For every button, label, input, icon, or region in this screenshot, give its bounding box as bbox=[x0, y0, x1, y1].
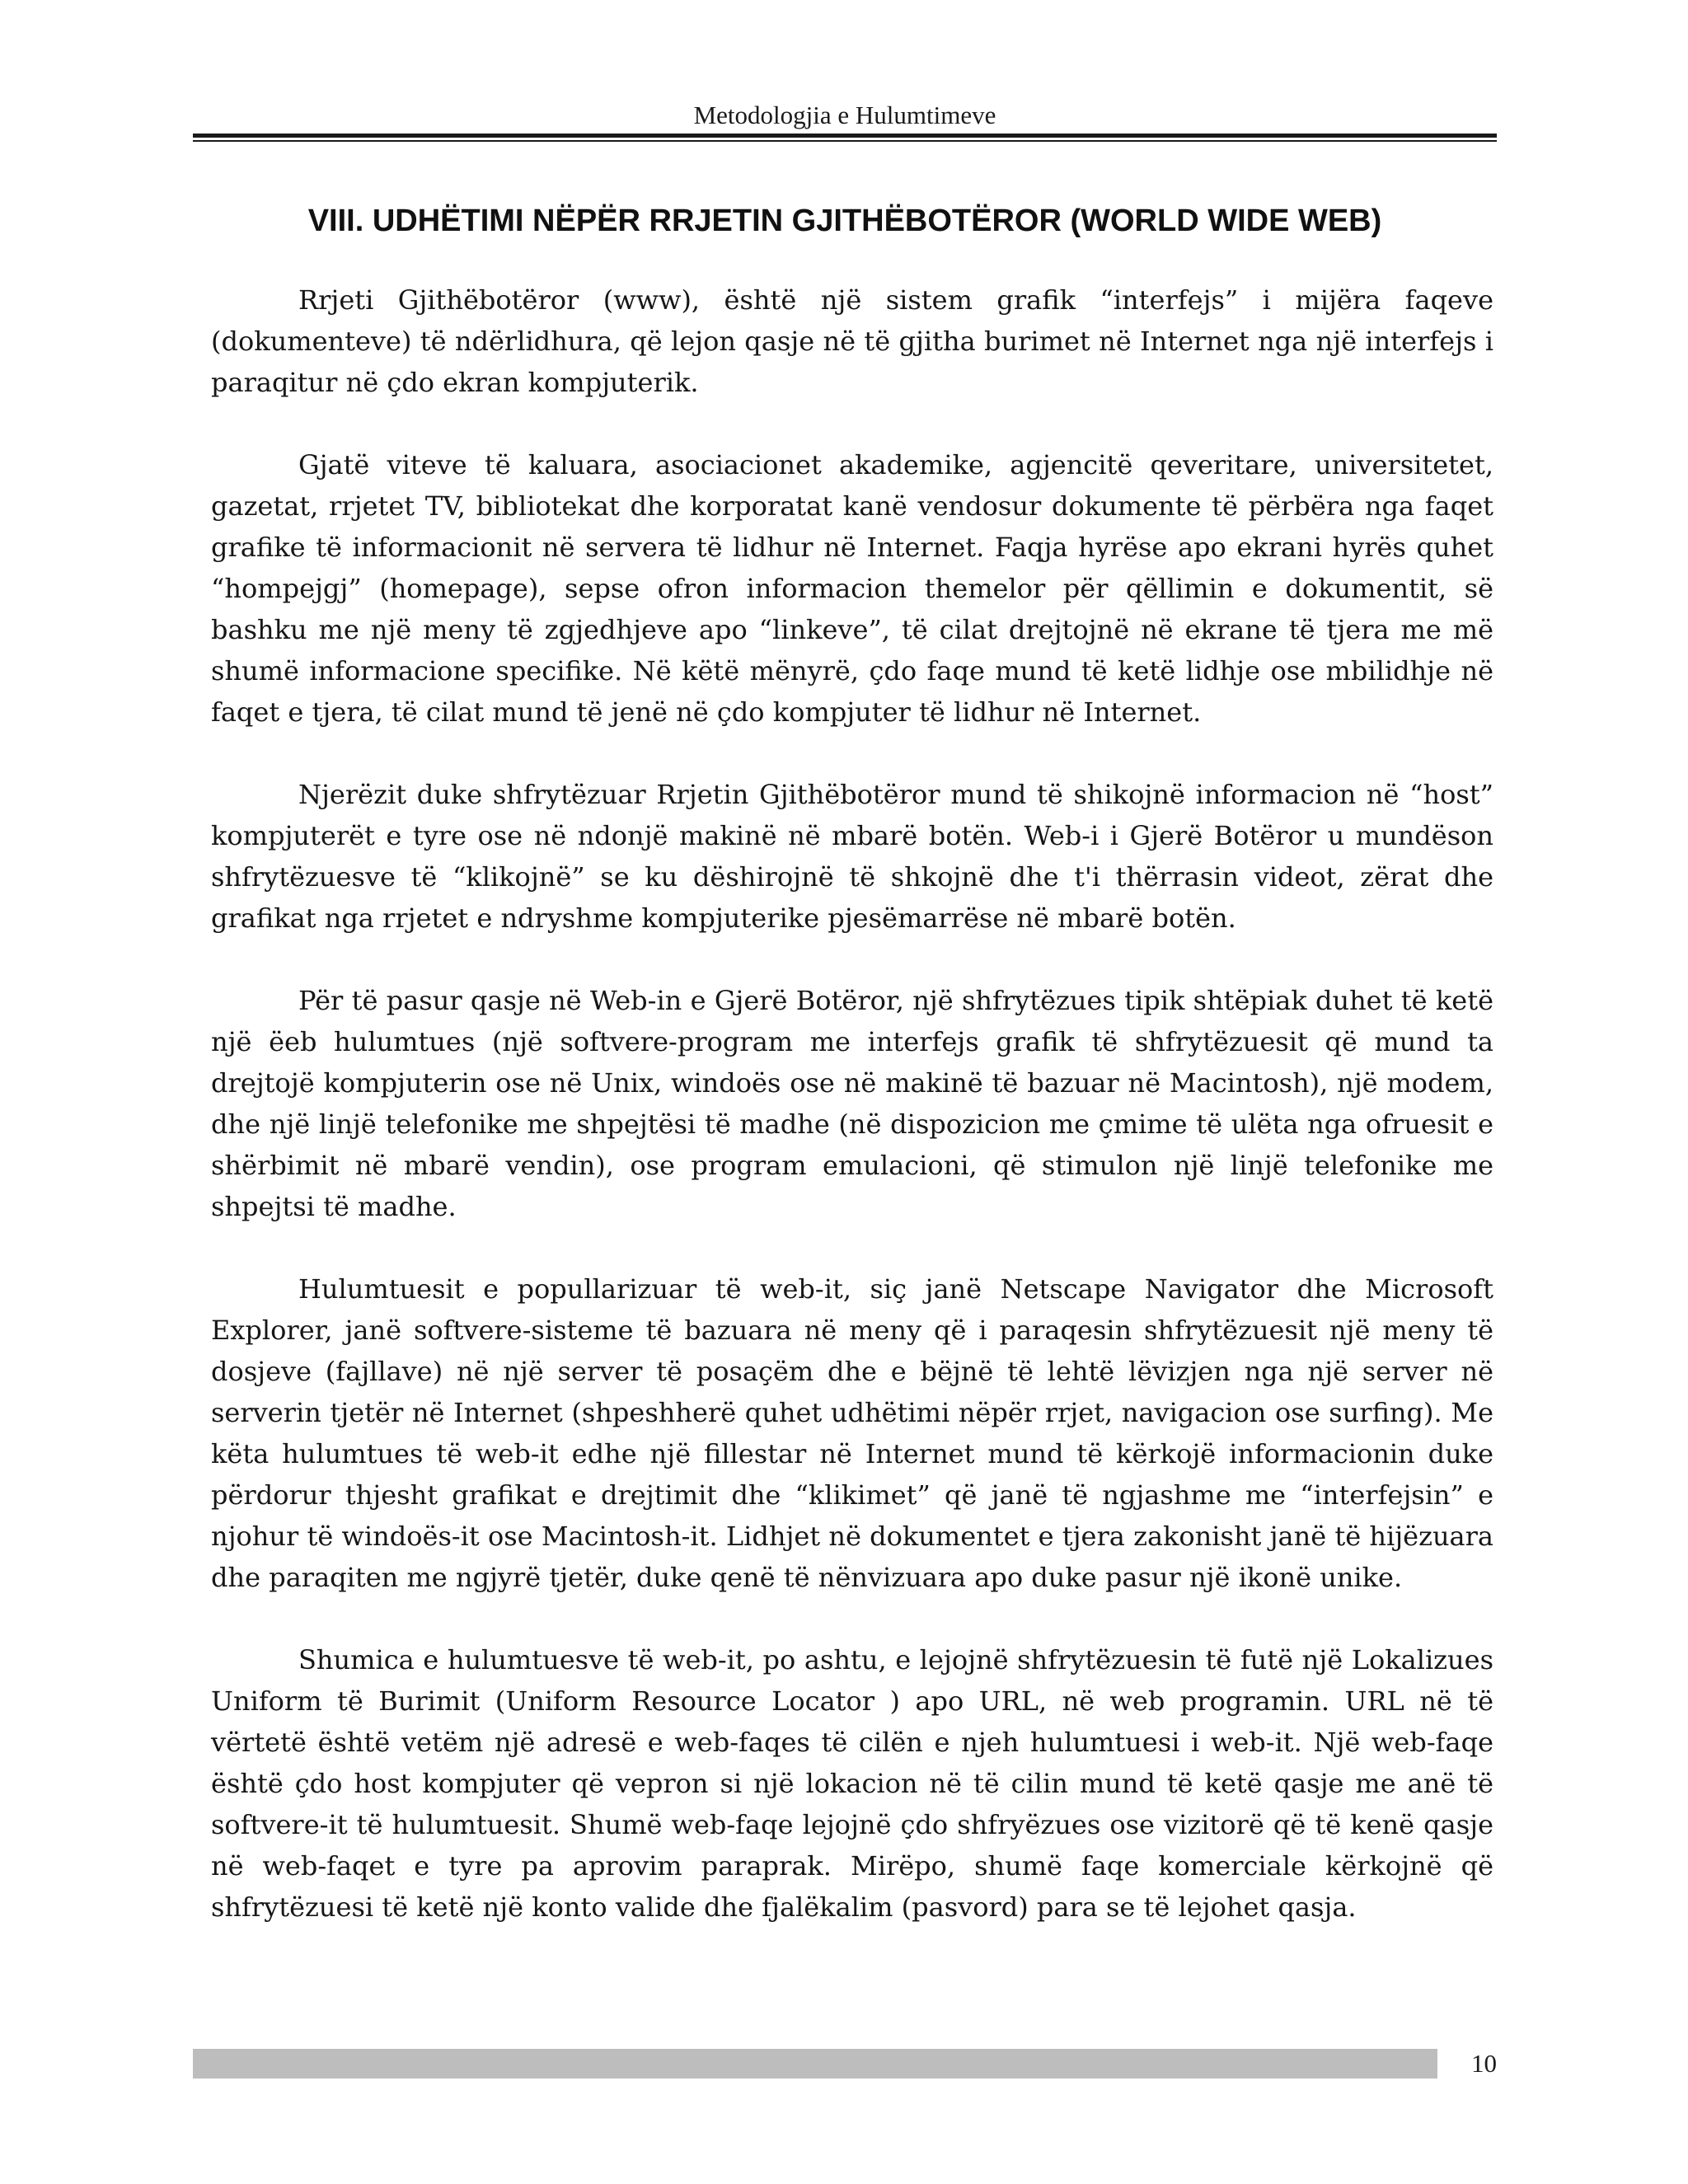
footer-bar bbox=[193, 2049, 1437, 2079]
paragraph-2: Gjatë viteve të kaluara, asociacionet akademike, agjencitë qeveritare, universitetet, gazetat, rrjetet TV, bibliotekat dhe korporatat kanë vendosur dokumente të përbëra nga faqet grafike të informacionit në servera të lidhur në Internet. Faqja hyrëse apo ekrani hyrës quhet “hompejgj” (homepage), sepse ofron informacion themelor për qëllimin e dokumentit, së bashku me një meny të zgjedhjeve apo “linkeve”, të cilat drejtojnë në ekrane të tjera me më shumë informacione specifike. Në këtë mënyrë, çdo faqe mund të ketë lidhje ose mbilidhje në faqet e tjera, të cilat mund të jenë në çdo kompjuter të lidhur në Internet. bbox=[211, 449, 1493, 728]
header-rule-thin bbox=[193, 140, 1497, 142]
paragraph-3: Njerëzit duke shfrytëzuar Rrjetin Gjithëbotëror mund të shikojnë informacion në “host” kompjuterët e tyre ose në ndonjë makinë në mbarë botën. Web-i i Gjerë Botëror u mundëson shfrytëzuesve të “klikojnë” se ku dëshirojnë të shkojnë dhe t'i thërrasin videot, zërat dhe grafikat nga rrjetet e ndryshme kompjuterike pjesëmarrëse në mbarë botën. bbox=[211, 779, 1493, 934]
paragraph-6: Shumica e hulumtuesve të web-it, po ashtu, e lejojnë shfrytëzuesin të futë një Lokalizues Uniform të Burimit (Uniform Resource Locator ) apo URL, në web programin. URL në të vërtetë është vetëm një adresë e web-faqes të cilën e njeh hulumtuesi i web-it. Një web-faqe është çdo host kompjuter që vepron si një lokacion në të cilin mund të ketë qasje me anë të softvere-it të hulumtuesit. Shumë web-faqe lejojnë çdo shfryëzues ose vizitorë që të kenë qasje në web-faqet e tyre pa aprovim paraprak. Mirëpo, shumë faqe komerciale kërkojnë që shfrytëzuesi të ketë një konto valide dhe fjalëkalim (pasvord) para se të lejohet qasja. bbox=[211, 1644, 1493, 1923]
paragraph-5: Hulumtuesit e popullarizuar të web-it, siç janë Netscape Navigator dhe Microsoft Explorer, janë softvere-sisteme të bazuara në meny që i paraqesin shfrytëzuesit një meny të dosjeve (fajllave) në një server të posaçëm dhe e bëjnë të lehtë lëvizjen nga një server në serverin tjetër në Internet (shpeshherë quhet udhëtimi nëpër rrjet, navigacion ose surfing). Me këta hulumtues të web-it edhe një fillestar në Internet mund të kërkojë informacionin duke përdorur thjesht grafikat e drejtimit dhe “klikimet” që janë të ngjashme me “interfejsin” e njohur të windoës-it ose Macintosh-it. Lidhjet në dokumentet e tjera zakonisht janë të hijëzuara dhe paraqiten me ngjyrë tjetër, duke qenë të nënvizuara apo duke pasur një ikonë unike. bbox=[211, 1273, 1493, 1593]
paragraph-1: Rrjeti Gjithëbotëror (www), është një sistem grafik “interfejs” i mijëra faqeve (dokumenteve) të ndërlidhura, që lejon qasje në të gjitha burimet në Internet nga një interfejs i paraqitur në çdo ekran kompjuterik. bbox=[211, 284, 1493, 398]
paragraph-4: Për të pasur qasje në Web-in e Gjerë Botëror, një shfrytëzues tipik shtëpiak duhet të ketë një ëeb hulumtues (një softvere-program me interfejs grafik të shfrytëzuesit që mund ta drejtojë kompjuterin ose në Unix, windoës ose në makinë të bazuar në Macintosh), një modem, dhe një linjë telefonike me shpejtësi të madhe (në dispozicion me çmime të ulëta nga ofruesit e shërbimit në mbarë vendin), ose program emulacioni, që stimulon një linjë telefonike me shpejtsi të madhe. bbox=[211, 985, 1493, 1222]
header-rule-thick bbox=[193, 134, 1497, 138]
body-text bbox=[211, 279, 1493, 1969]
page-number: 10 bbox=[1471, 2049, 1497, 2078]
running-header: Metodologjia e Hulumtimeve bbox=[693, 101, 996, 129]
chapter-title: VIII. UDHËTIMI NËPËR RRJETIN GJITHËBOTËROR (WORLD WIDE WEB) bbox=[307, 204, 1382, 238]
